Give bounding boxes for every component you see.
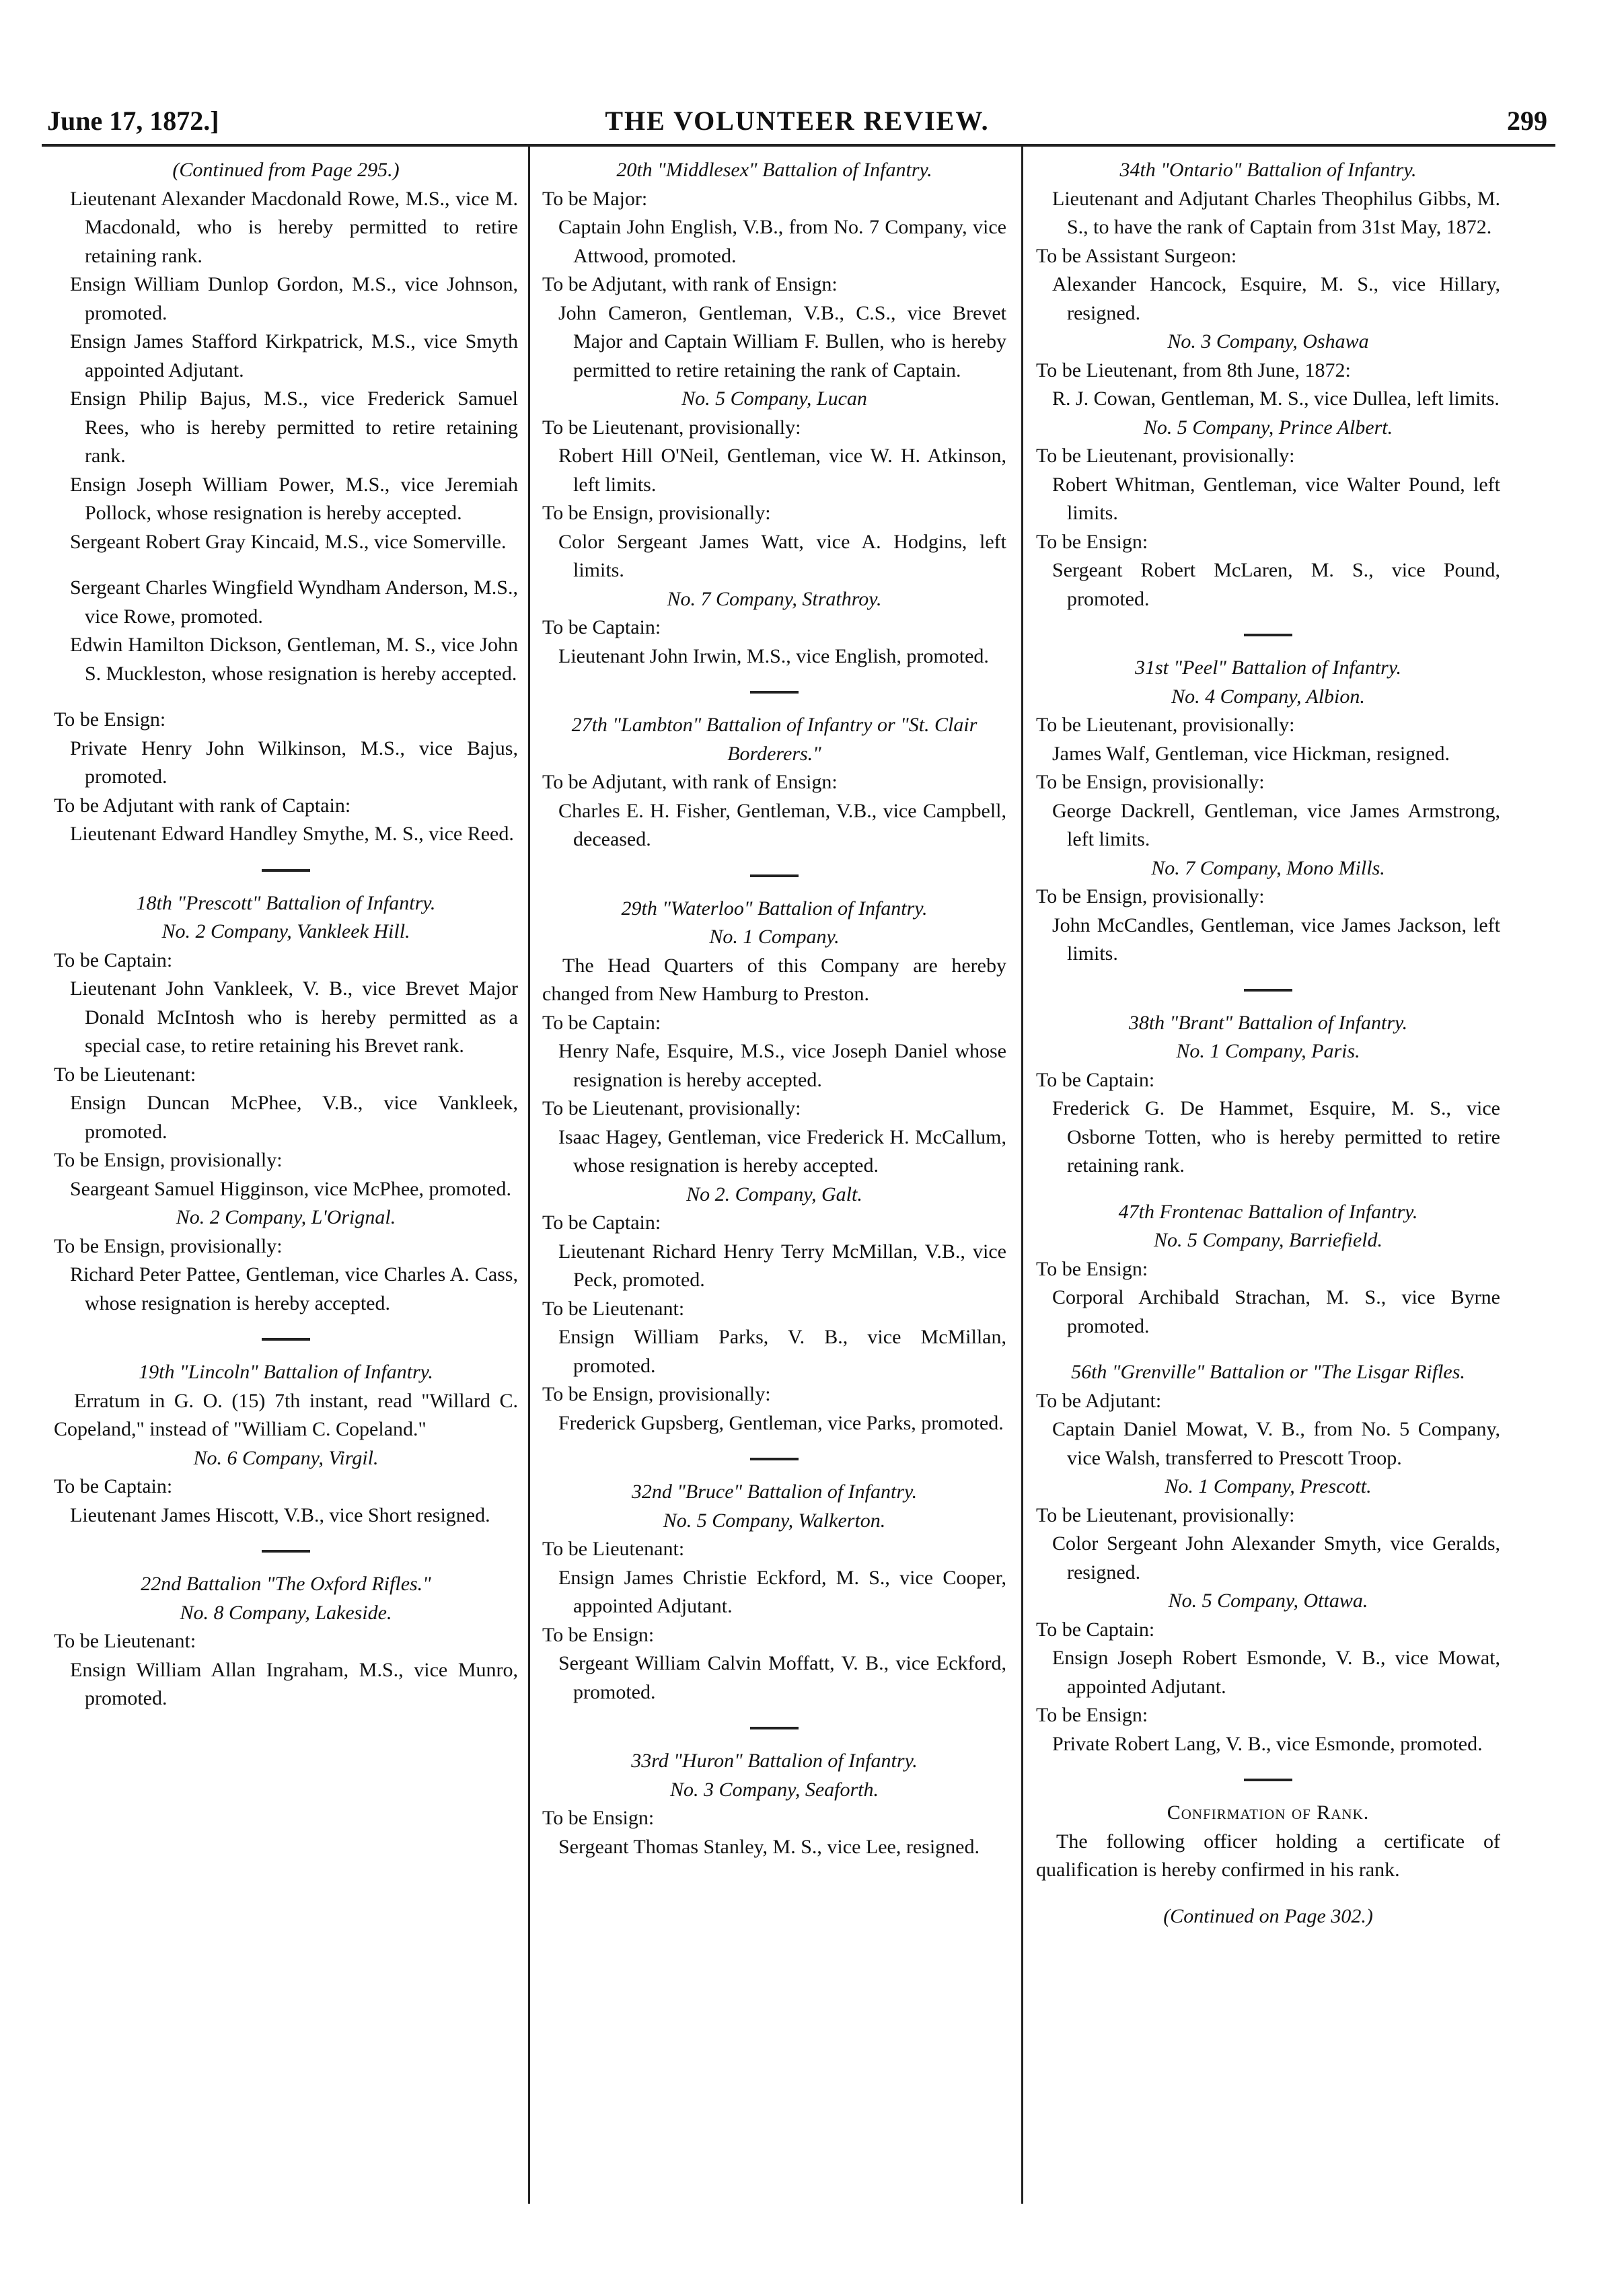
- rank-heading: To be Lieutenant, provisionally:: [542, 416, 801, 439]
- section-separator: [750, 1458, 799, 1460]
- appointment-entry: Sergeant William Calvin Moffatt, V. B., vice Eckford, promoted.: [558, 1652, 1006, 1703]
- appointment-entry: Lieutenant Richard Henry Terry McMillan, V.B., vice Peck, promoted.: [558, 1240, 1006, 1291]
- appointment-entry: Color Sergeant James Watt, vice A. Hodgins, left limits.: [558, 530, 1006, 581]
- appointment-entry: Charles E. H. Fisher, Gentleman, V.B., vice Campbell, deceased.: [558, 799, 1006, 850]
- appointment-entry: Lieutenant Edward Handley Smythe, M. S., vice Reed.: [70, 823, 514, 845]
- company-heading: No. 1 Company, Paris.: [1176, 1040, 1360, 1062]
- appointment-entry: Ensign Joseph William Power, M.S., vice Jeremiah Pollock, whose resignation is hereby accepted.: [70, 473, 518, 524]
- battalion-heading: 32nd "Bruce" Battalion of Infantry.: [631, 1481, 918, 1503]
- section-separator: [750, 874, 799, 877]
- company-heading: No. 3 Company, Oshawa: [1167, 330, 1369, 352]
- rank-heading: To be Ensign:: [1036, 1704, 1148, 1726]
- section-separator: [262, 869, 310, 872]
- page-header: [47, 105, 1547, 139]
- section-separator: [1244, 1779, 1292, 1781]
- appointment-entry: John McCandles, Gentleman, vice James Jackson, left limits.: [1052, 914, 1500, 965]
- appointment-entry: Private Henry John Wilkinson, M.S., vice Bajus, promoted.: [70, 737, 518, 788]
- rank-heading: To be Major:: [542, 187, 648, 210]
- appointment-entry: Robert Whitman, Gentleman, vice Walter Pound, left limits.: [1052, 473, 1500, 524]
- rank-heading: To be Adjutant, with rank of Ensign:: [542, 771, 838, 793]
- appointment-entry: Lieutenant James Hiscott, V.B., vice Short resigned.: [70, 1503, 490, 1526]
- rank-heading: To be Ensign, provisionally:: [1036, 771, 1265, 793]
- rank-heading: To be Captain:: [542, 1212, 661, 1234]
- section-separator: [750, 1727, 799, 1729]
- appointment-entry: Lieutenant Alexander Macdonald Rowe, M.S., vice M. Macdonald, who is hereby permitted to retire retaining rank.: [70, 187, 518, 267]
- rank-heading: To be Lieutenant:: [542, 1297, 685, 1320]
- battalion-heading: 47th Frontenac Battalion of Infantry.: [1118, 1200, 1418, 1223]
- appointment-entry: Ensign William Dunlop Gordon, M.S., vice Johnson, promoted.: [70, 273, 518, 324]
- appointment-entry: Ensign Philip Bajus, M.S., vice Frederick Samuel Rees, who is hereby permitted to retire retaining rank.: [70, 387, 518, 467]
- rank-heading: To be Adjutant with rank of Captain:: [54, 794, 351, 817]
- appointment-entry: Henry Nafe, Esquire, M.S., vice Joseph Daniel whose resignation is hereby accepted.: [558, 1040, 1006, 1091]
- rank-heading: To be Captain:: [1036, 1068, 1155, 1091]
- company-heading: No. 1 Company, Prescott.: [1165, 1475, 1372, 1497]
- rank-heading: To be Lieutenant:: [542, 1538, 685, 1560]
- appointment-entry: Lieutenant John Irwin, M.S., vice English, promoted.: [558, 644, 989, 667]
- appointment-entry: Ensign Duncan McPhee, V.B., vice Vankleek, promoted.: [70, 1092, 518, 1143]
- appointment-entry: Sergeant Charles Wingfield Wyndham Anderson, M.S., vice Rowe, promoted.: [70, 576, 518, 628]
- section-separator: [1244, 634, 1292, 636]
- rank-heading: To be Ensign, provisionally:: [1036, 885, 1265, 907]
- rank-heading: To be Lieutenant, provisionally:: [1036, 445, 1295, 467]
- appointment-entry: Robert Hill O'Neil, Gentleman, vice W. H. Atkinson, left limits.: [558, 445, 1006, 496]
- battalion-heading: 19th "Lincoln" Battalion of Infantry.: [139, 1361, 433, 1383]
- rank-heading: To be Ensign:: [542, 1807, 655, 1829]
- company-heading: No. 2 Company, Vankleek Hill.: [161, 920, 410, 942]
- section-separator: [262, 1550, 310, 1553]
- rank-heading: To be Captain:: [54, 948, 173, 971]
- header-rule: [42, 144, 1555, 147]
- company-heading: No. 4 Company, Albion.: [1171, 685, 1365, 708]
- confirmation-heading: Confirmation of Rank.: [1167, 1801, 1370, 1824]
- appointment-entry: Frederick G. De Hammet, Esquire, M. S., vice Osborne Totten, who is hereby permitted to retire retaining rank.: [1052, 1097, 1500, 1177]
- appointment-entry: Ensign James Christie Eckford, M. S., vice Cooper, appointed Adjutant.: [558, 1566, 1006, 1617]
- battalion-heading: 27th "Lambton" Battalion of Infantry or "St. Clair Borderers.": [571, 714, 977, 765]
- column-3: [1036, 156, 1500, 1931]
- rank-heading: To be Assistant Surgeon:: [1036, 244, 1237, 267]
- rank-heading: To be Ensign, provisionally:: [54, 1149, 283, 1171]
- rank-heading: To be Captain:: [1036, 1618, 1155, 1641]
- battalion-heading: 34th "Ontario" Battalion of Infantry.: [1119, 159, 1417, 181]
- appointment-entry: Captain Daniel Mowat, V. B., from No. 5 Company, vice Walsh, transferred to Prescott Troop.: [1052, 1418, 1500, 1469]
- publication-title: THE VOLUNTEER REVIEW.: [605, 106, 990, 136]
- battalion-heading: 22nd Battalion "The Oxford Rifles.": [141, 1573, 431, 1595]
- appointment-entry: Ensign William Parks, V. B., vice McMillan, promoted.: [558, 1326, 1006, 1377]
- appointment-entry: Richard Peter Pattee, Gentleman, vice Charles A. Cass, whose resignation is hereby accepted.: [70, 1263, 518, 1314]
- battalion-heading: 33rd "Huron" Battalion of Infantry.: [631, 1750, 918, 1772]
- battalion-heading: 38th "Brant" Battalion of Infantry.: [1128, 1011, 1408, 1034]
- company-heading: No. 5 Company, Ottawa.: [1168, 1590, 1368, 1612]
- appointment-entry: Ensign Joseph Robert Esmonde, V. B., vice Mowat, appointed Adjutant.: [1052, 1647, 1500, 1698]
- company-heading: No. 1 Company.: [709, 926, 840, 948]
- page-number: 299: [1507, 106, 1547, 136]
- rank-heading: To be Ensign:: [1036, 530, 1148, 553]
- appointment-entry: Sergeant Thomas Stanley, M. S., vice Lee, resigned.: [558, 1835, 980, 1858]
- notice-paragraph: The Head Quarters of this Company are hereby changed from New Hamburg to Preston.: [542, 954, 1006, 1005]
- rank-heading: To be Lieutenant, from 8th June, 1872:: [1036, 359, 1351, 381]
- appointment-entry: Lieutenant John Vankleek, V. B., vice Brevet Major Donald McIntosh who is hereby permitted as a special case, to retire retaining his Brevet rank.: [70, 977, 518, 1057]
- company-heading: No. 5 Company, Barriefield.: [1154, 1229, 1382, 1251]
- column-divider: [528, 145, 530, 2204]
- continued-from-note: (Continued from Page 295.): [172, 159, 400, 181]
- battalion-heading: 29th "Waterloo" Battalion of Infantry.: [621, 897, 928, 920]
- appointment-entry: John Cameron, Gentleman, V.B., C.S., vice Brevet Major and Captain William F. Bullen, who is hereby permitted to retire retaining the rank of Captain.: [558, 301, 1006, 381]
- appointment-entry: Ensign William Allan Ingraham, M.S., vice Munro, promoted.: [70, 1658, 518, 1709]
- appointment-entry: Captain John English, V.B., from No. 7 Company, vice Attwood, promoted.: [558, 216, 1006, 267]
- battalion-heading: 18th "Prescott" Battalion of Infantry.: [136, 891, 436, 914]
- appointment-entry: Seargeant Samuel Higginson, vice McPhee, promoted.: [70, 1177, 511, 1200]
- spacer: [1036, 1341, 1500, 1358]
- spacer: [54, 556, 518, 574]
- rank-heading: To be Lieutenant:: [54, 1630, 196, 1652]
- company-heading: No. 6 Company, Virgil.: [193, 1446, 379, 1469]
- rank-heading: To be Lieutenant, provisionally:: [1036, 714, 1295, 736]
- rank-heading: To be Adjutant, with rank of Ensign:: [542, 273, 838, 295]
- company-heading: No. 7 Company, Mono Mills.: [1151, 856, 1385, 879]
- company-heading: No. 8 Company, Lakeside.: [180, 1601, 392, 1624]
- company-heading: No. 5 Company, Walkerton.: [663, 1509, 886, 1532]
- appointment-entry: James Walf, Gentleman, vice Hickman, resigned.: [1052, 742, 1450, 765]
- section-separator: [262, 1338, 310, 1341]
- notice-paragraph: The following officer holding a certificate of qualification is hereby confirmed in his rank.: [1036, 1830, 1500, 1881]
- appointment-entry: Lieutenant and Adjutant Charles Theophilus Gibbs, M. S., to have the rank of Captain from 31st May, 1872.: [1052, 187, 1500, 238]
- appointment-entry: Sergeant Robert McLaren, M. S., vice Pound, promoted.: [1052, 559, 1500, 610]
- rank-heading: To be Captain:: [542, 616, 661, 638]
- section-separator: [750, 691, 799, 694]
- section-separator: [1244, 989, 1292, 992]
- column-1: [54, 156, 518, 1713]
- appointment-entry: Corporal Archibald Strachan, M. S., vice Byrne promoted.: [1052, 1286, 1500, 1337]
- issue-date: June 17, 1872.]: [47, 106, 219, 136]
- rank-heading: To be Ensign:: [542, 1623, 655, 1646]
- rank-heading: To be Captain:: [54, 1475, 173, 1497]
- appointment-entry: Color Sergeant John Alexander Smyth, vice Geralds, resigned.: [1052, 1532, 1500, 1583]
- column-2: [542, 156, 1006, 1861]
- rank-heading: To be Ensign, provisionally:: [542, 1383, 771, 1405]
- appointment-entry: Ensign James Stafford Kirkpatrick, M.S., vice Smyth appointed Adjutant.: [70, 330, 518, 381]
- rank-heading: To be Ensign:: [1036, 1257, 1148, 1280]
- appointment-entry: R. J. Cowan, Gentleman, M. S., vice Dullea, left limits.: [1052, 387, 1500, 410]
- appointment-entry: Sergeant Robert Gray Kincaid, M.S., vice Somerville.: [70, 530, 507, 553]
- appointment-entry: Alexander Hancock, Esquire, M. S., vice Hillary, resigned.: [1052, 273, 1500, 324]
- company-heading: No. 7 Company, Strathroy.: [667, 587, 882, 610]
- company-heading: No. 5 Company, Lucan: [681, 387, 867, 410]
- rank-heading: To be Ensign, provisionally:: [542, 502, 771, 524]
- erratum-note: Erratum in G. O. (15) 7th instant, read "Willard C. Copeland," instead of "William C. Copeland.": [54, 1389, 518, 1440]
- company-heading: No 2. Company, Galt.: [686, 1183, 862, 1205]
- rank-heading: To be Captain:: [542, 1011, 661, 1034]
- appointment-entry: George Dackrell, Gentleman, vice James Armstrong, left limits.: [1052, 799, 1500, 850]
- rank-heading: To be Lieutenant, provisionally:: [542, 1097, 801, 1119]
- battalion-heading: 20th "Middlesex" Battalion of Infantry.: [616, 159, 932, 181]
- battalion-heading: 31st "Peel" Battalion of Infantry.: [1135, 657, 1401, 679]
- continued-on-note: (Continued on Page 302.): [1163, 1904, 1373, 1927]
- appointment-entry: Isaac Hagey, Gentleman, vice Frederick H. McCallum, whose resignation is hereby accepted.: [558, 1125, 1006, 1177]
- appointment-entry: Edwin Hamilton Dickson, Gentleman, M. S., vice John S. Muckleston, whose resignation is hereby accepted.: [70, 634, 518, 685]
- rank-heading: To be Lieutenant, provisionally:: [1036, 1503, 1295, 1526]
- rank-heading: To be Ensign:: [54, 708, 166, 731]
- column-divider: [1021, 145, 1023, 2204]
- rank-heading: To be Adjutant:: [1036, 1389, 1162, 1412]
- company-heading: No. 2 Company, L'Orignal.: [176, 1206, 396, 1228]
- appointment-entry: Frederick Gupsberg, Gentleman, vice Parks, promoted.: [558, 1411, 1004, 1434]
- battalion-heading: 56th "Grenville" Battalion or "The Lisgar Rifles.: [1071, 1361, 1465, 1383]
- rank-heading: To be Ensign, provisionally:: [54, 1234, 283, 1257]
- company-heading: No. 5 Company, Prince Albert.: [1143, 416, 1393, 439]
- rank-heading: To be Lieutenant:: [54, 1063, 196, 1086]
- spacer: [1036, 1181, 1500, 1198]
- company-heading: No. 3 Company, Seaforth.: [669, 1778, 879, 1801]
- spacer: [1036, 1885, 1500, 1902]
- spacer: [54, 688, 518, 706]
- appointment-entry: Private Robert Lang, V. B., vice Esmonde, promoted.: [1052, 1732, 1483, 1755]
